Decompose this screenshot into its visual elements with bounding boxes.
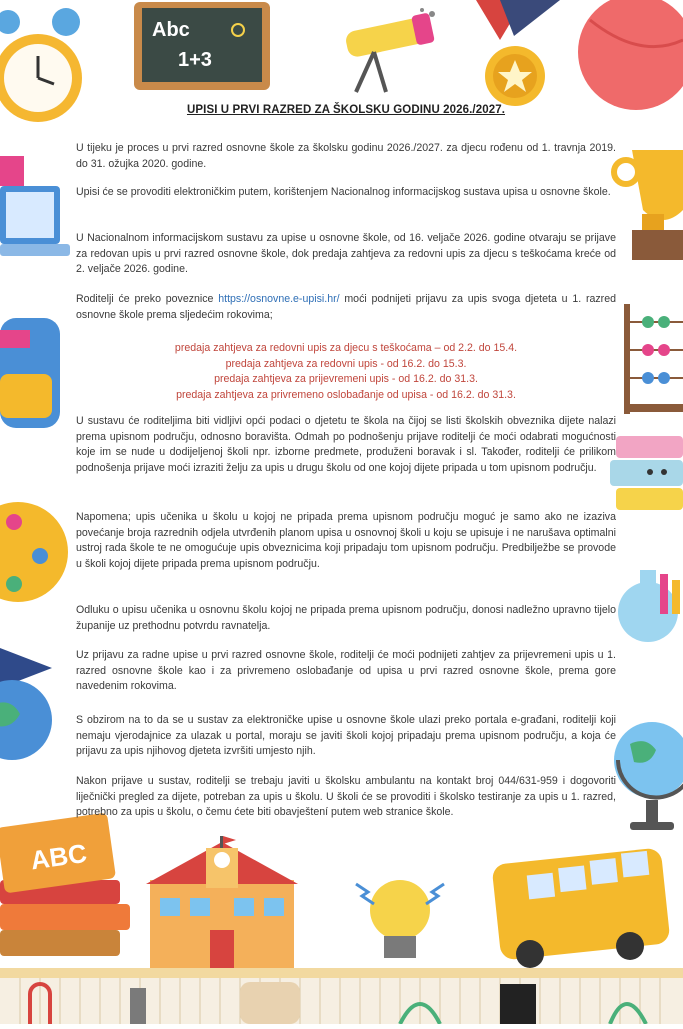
ball-icon <box>578 0 683 110</box>
paragraph-early-enrollment: Uz prijavu za radne upise u prvi razred osnovne škole, roditelji će moći podnijeti zahtjev za prijevremeni upis u 1. razred osnovne škole kao i za privremeno oslobađanje od upisa u prvi razred osnovne škole, prema gore navedenim rokovima. <box>76 649 616 693</box>
deadline-item: predaja zahtjeva za redovni upis - od 16.2. do 15.3. <box>225 357 467 370</box>
school-bus-icon <box>491 847 670 968</box>
stationery-icons <box>0 968 683 1024</box>
books-stack-icon <box>610 436 683 510</box>
backpack-icon <box>0 318 60 428</box>
chalkboard-text-2: 1+3 <box>178 49 212 71</box>
paragraph-decision: Odluku o upisu učenika u osnovnu školu kojoj ne pripada prema upisnom području, donosi nadležno upravno tijelo županije uz prethodnu potvrdu ravnatelja. <box>76 604 616 632</box>
e-upisi-link[interactable]: https://osnovne.e-upisi.hr/ <box>218 293 340 305</box>
chalkboard-text-1: Abc <box>152 19 190 41</box>
trophy-icon <box>614 150 683 260</box>
flask-icon <box>618 570 680 642</box>
paragraph-intro: U tijeku je proces u prvi razred osnovne škole za školsku godinu 2026./2027. za djecu rođenu od 1. travnja 2019. do 31. ožujka 2020. godine. <box>76 142 616 170</box>
paragraph-link-before: Roditelji će preko poveznice <box>76 293 219 305</box>
deadlines-list <box>76 341 616 403</box>
alarm-clock-icon <box>0 8 82 122</box>
graduation-cap-icon <box>0 648 52 760</box>
paragraph-medical: Nakon prijave u sustav, roditelji se trebaju javiti u školsku ambulantu na kontakt broj 044/631-959 i dogovoriti liječnički pregled za dijete, potreban za upis u školu. U školi će se provoditi i školsko testiranje za upis u 1. razred, potrebno za upis u školu, o čemu ćete biti obavještení putem web stranice škole. <box>76 775 616 819</box>
school-building-icon <box>146 836 298 968</box>
palette-icon <box>0 502 68 602</box>
abc-books-icon <box>0 813 130 956</box>
paragraph-dates: U Nacionalnom informacijskom sustavu za upise u osnovne škole, od 16. veljače 2026. godine otvaraju se prijave za redovan upis u prvi razred osnovne škole, dok predaja zahtjeva za redovni upis za djecu s teškoćama kreće od 2. veljače 2026. godine. <box>76 232 616 276</box>
globe-icon <box>614 722 683 830</box>
chalkboard-icon <box>134 2 270 90</box>
medal-icon <box>476 0 560 106</box>
paragraph-link-after: moći podnijeti prijavu za upis svoga djeteta u 1. razred osnovne škole prema sljedećim rokovima; <box>76 293 616 321</box>
paragraph-portal: S obzirom na to da se u sustav za elektroničke upise u osnovne škole ulazi preko portala e-građani, roditelji koji nemaju vjerodajnice za ulazak u portal, moraju se javiti školi kojoj pripadaju prema upisnom području, a koja će prijavu za upis njihovog djeteta izvršiti umjesto njih. <box>76 714 616 758</box>
paragraph-note: Napomena; upis učenika u školu u kojoj ne pripada prema upisnom području moguć je samo ako ne izaziva povećanje broja razrednih odjela utvrđenih planom upisa u osnovnoj školi u koju se upisuje i ne narušava optimalni ustroj rada škole te ne omogućuje upis obveznicima koji pripadaju tom upisnom području. Predbilježbe se provode u školi kojoj dijete pripada prema upisnom području. <box>76 511 616 570</box>
paragraph-electronic: Upisi će se provoditi elektroničkim putem, korištenjem Nacionalnog informacijskog sustava upisa u osnovne škole. <box>76 186 611 198</box>
abacus-icon <box>624 304 683 414</box>
deadline-item: predaja zahtjeva za redovni upis za djecu s teškoćama – od 2.2. do 15.4. <box>174 342 518 354</box>
deadline-item: predaja zahtjeva za prijevremeni upis - od 16.2. do 31.3. <box>214 373 478 386</box>
laptop-icon <box>0 156 70 256</box>
bottom-decoration-strip <box>0 968 683 1024</box>
deadline-item: predaja zahtjeva za privremeno oslobađanje od upisa - od 16.2. do 31.3. <box>176 388 516 401</box>
book-text: ABC <box>28 837 89 876</box>
paragraph-link <box>76 292 616 323</box>
paragraph-system-info: U sustavu će roditeljima biti vidljivi opći podaci o djetetu te škola na čijoj se listi školskih obveznika dijete nalazi prema upisnom području, odnosno boravišta. Odmah po podnošenju prijave roditelji će moći odabrati mogućnosti koje im se nude u dodijeljenoj školi npr. izborne predmete, produženi boravak i sl. Također, roditelji će prilikom podnošenja prijave moći izraziti želju za upis u drugu školu od one kojoj dijete pripada u tom upisnom području. <box>76 415 616 474</box>
bell-icon <box>356 880 444 958</box>
page-title: UPISI U PRVI RAZRED ZA ŠKOLSKU GODINU 2026./2027. <box>186 104 506 116</box>
telescope-icon <box>344 8 435 92</box>
